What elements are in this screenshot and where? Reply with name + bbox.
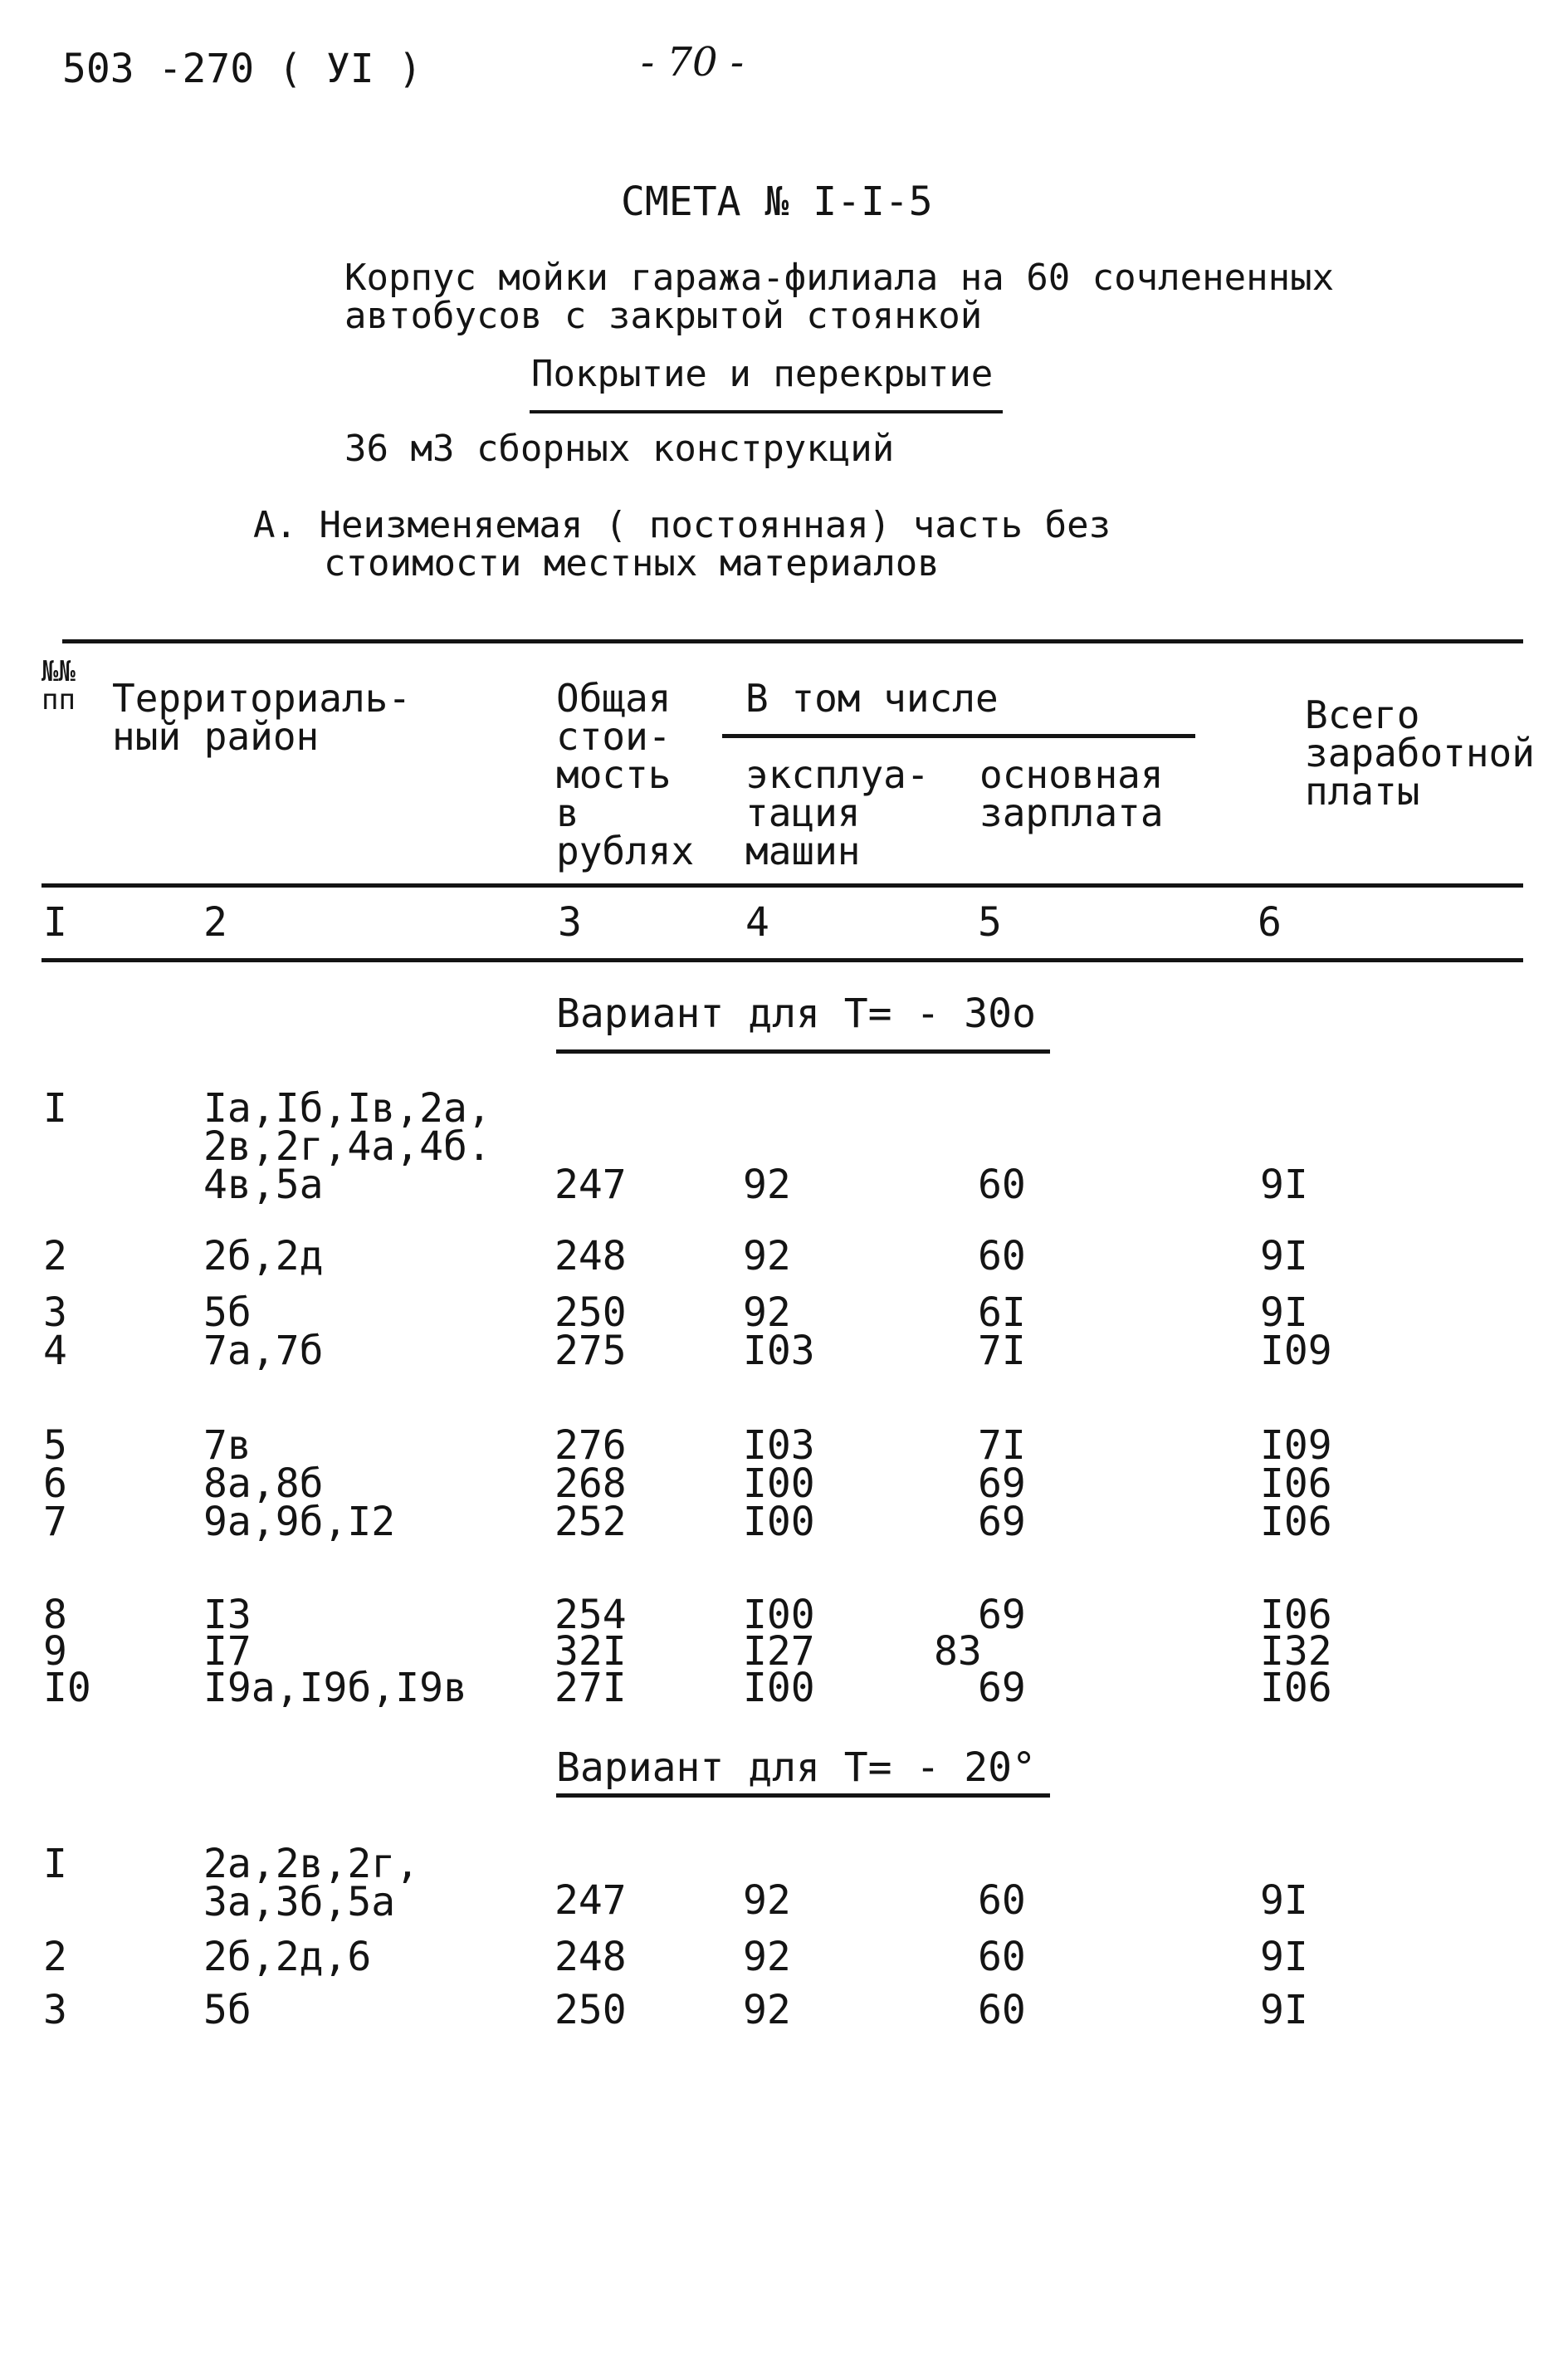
- machines-cell: I00: [743, 1665, 815, 1711]
- row-number: 3: [43, 1289, 67, 1336]
- row-number: 7: [43, 1499, 67, 1545]
- header-total-cost: Общая стои- мость в рублях: [556, 676, 695, 873]
- total-cost-cell: 247: [554, 1877, 627, 1924]
- object-name-line2: автобусов с закрытой стоянкой: [344, 295, 983, 337]
- machines-cell: 92: [743, 1877, 791, 1924]
- variant-title: Вариант для Т= - 30о: [556, 991, 1036, 1037]
- wages-cell: I06: [1260, 1665, 1332, 1711]
- variant-title: Вариант для Т= - 20°: [556, 1744, 1036, 1791]
- machines-cell: I00: [743, 1592, 815, 1638]
- machines-cell: I00: [743, 1499, 815, 1545]
- total-cost-cell: 250: [554, 1289, 627, 1336]
- total-cost-cell: 27I: [554, 1665, 627, 1711]
- row-number: 4: [43, 1328, 67, 1374]
- total-cost-cell: 250: [554, 1987, 627, 2033]
- wages-cell: 9I: [1260, 1289, 1308, 1336]
- machines-cell: I00: [743, 1460, 815, 1507]
- part-a-line2: стоимости местных материалов: [324, 542, 940, 585]
- colnum: 5: [978, 899, 1002, 946]
- section-underline: [530, 410, 1003, 413]
- salary-cell: 69: [978, 1665, 1026, 1711]
- document-code: 503 -270 ( УI ): [62, 46, 423, 92]
- machines-cell: 92: [743, 1233, 791, 1279]
- machines-cell: 92: [743, 1162, 791, 1208]
- wages-cell: I06: [1260, 1460, 1332, 1507]
- region-cell: 7а,7б: [203, 1328, 324, 1374]
- total-cost-cell: 276: [554, 1422, 627, 1469]
- machines-cell: 92: [743, 1289, 791, 1336]
- salary-cell: 69: [978, 1499, 1026, 1545]
- salary-cell: 7I: [978, 1328, 1026, 1374]
- wages-cell: 9I: [1260, 1987, 1308, 2033]
- row-number: 2: [43, 1233, 67, 1279]
- page-number: - 70 -: [641, 39, 745, 86]
- region-cell: 2а,2в,2г, 3а,3б,5а: [203, 1841, 420, 1925]
- machines-cell: I03: [743, 1422, 815, 1469]
- row-number: 2: [43, 1934, 67, 1980]
- region-cell: Iа,Iб,Iв,2а, 2в,2г,4а,4б. 4в,5а: [203, 1085, 491, 1208]
- header-salary: основная зарплата: [979, 752, 1164, 835]
- machines-cell: 92: [743, 1987, 791, 2033]
- row-number: 8: [43, 1592, 67, 1638]
- wages-cell: I09: [1260, 1328, 1332, 1374]
- total-cost-cell: 254: [554, 1592, 627, 1638]
- wages-cell: I09: [1260, 1422, 1332, 1469]
- total-cost-cell: 248: [554, 1934, 627, 1980]
- region-cell: 9а,9б,I2: [203, 1499, 396, 1545]
- machines-cell: I03: [743, 1328, 815, 1374]
- colnum: I: [43, 899, 67, 946]
- total-cost-cell: 248: [554, 1233, 627, 1279]
- estimate-title: СМЕТА № I-I-5: [621, 179, 933, 225]
- colnum: 4: [745, 899, 769, 946]
- part-a-line1: А. Неизменяемая ( постоянная) часть без: [253, 504, 1111, 546]
- header-total-wages: Всего заработной платы: [1305, 692, 1535, 814]
- region-cell: 5б: [203, 1987, 252, 2033]
- region-cell: I7: [203, 1628, 252, 1675]
- region-cell: 2б,2д,6: [203, 1934, 372, 1980]
- wages-cell: I32: [1260, 1628, 1332, 1675]
- wages-cell: I06: [1260, 1499, 1332, 1545]
- header-bottom-rule: [42, 883, 1523, 888]
- machines-cell: 92: [743, 1934, 791, 1980]
- salary-cell: 69: [978, 1460, 1026, 1507]
- salary-cell: 60: [978, 1877, 1026, 1924]
- header-including-rule: [722, 734, 1195, 738]
- wages-cell: 9I: [1260, 1233, 1308, 1279]
- total-cost-cell: 268: [554, 1460, 627, 1507]
- wages-cell: 9I: [1260, 1877, 1308, 1924]
- wages-cell: 9I: [1260, 1162, 1308, 1208]
- total-cost-cell: 247: [554, 1162, 627, 1208]
- header-region: Территориаль- ный район: [112, 676, 412, 759]
- colnum: 3: [558, 899, 582, 946]
- machines-cell: I27: [743, 1628, 815, 1675]
- table-top-rule: [62, 639, 1523, 643]
- region-cell: 7в: [203, 1422, 252, 1469]
- salary-cell: 60: [978, 1162, 1026, 1208]
- salary-cell: 83: [934, 1628, 982, 1675]
- row-number: 3: [43, 1987, 67, 2033]
- region-cell: I3: [203, 1592, 252, 1638]
- row-number: I: [43, 1085, 67, 1132]
- variant-title-underline: [556, 1793, 1050, 1798]
- column-numbers-rule: [42, 958, 1523, 962]
- colnum: 2: [203, 899, 227, 946]
- object-name-line1: Корпус мойки гаража-филиала на 60 сочлененных: [344, 257, 1335, 299]
- row-number: I0: [43, 1665, 91, 1711]
- row-number: 5: [43, 1422, 67, 1469]
- salary-cell: 7I: [978, 1422, 1026, 1469]
- colnum: 6: [1258, 899, 1282, 946]
- region-cell: 8а,8б: [203, 1460, 324, 1507]
- total-cost-cell: 275: [554, 1328, 627, 1374]
- region-cell: 5б: [203, 1289, 252, 1336]
- row-number: 6: [43, 1460, 67, 1507]
- region-cell: I9а,I9б,I9в: [203, 1665, 467, 1711]
- salary-cell: 69: [978, 1592, 1026, 1638]
- total-cost-cell: 252: [554, 1499, 627, 1545]
- region-cell: 2б,2д: [203, 1233, 324, 1279]
- wages-cell: I06: [1260, 1592, 1332, 1638]
- header-machines: эксплуа- тация машин: [745, 752, 930, 873]
- row-number: 9: [43, 1628, 67, 1675]
- variant-title-underline: [556, 1049, 1050, 1054]
- header-including: В том числе: [745, 676, 999, 721]
- salary-cell: 60: [978, 1233, 1026, 1279]
- header-num: №№ пп: [42, 655, 76, 717]
- salary-cell: 60: [978, 1987, 1026, 2033]
- salary-cell: 60: [978, 1934, 1026, 1980]
- row-number: I: [43, 1841, 67, 1887]
- volume-line: 36 м3 сборных конструкций: [344, 428, 895, 470]
- wages-cell: 9I: [1260, 1934, 1308, 1980]
- salary-cell: 6I: [978, 1289, 1026, 1336]
- section-name: Покрытие и перекрытие: [531, 353, 994, 395]
- total-cost-cell: 32I: [554, 1628, 627, 1675]
